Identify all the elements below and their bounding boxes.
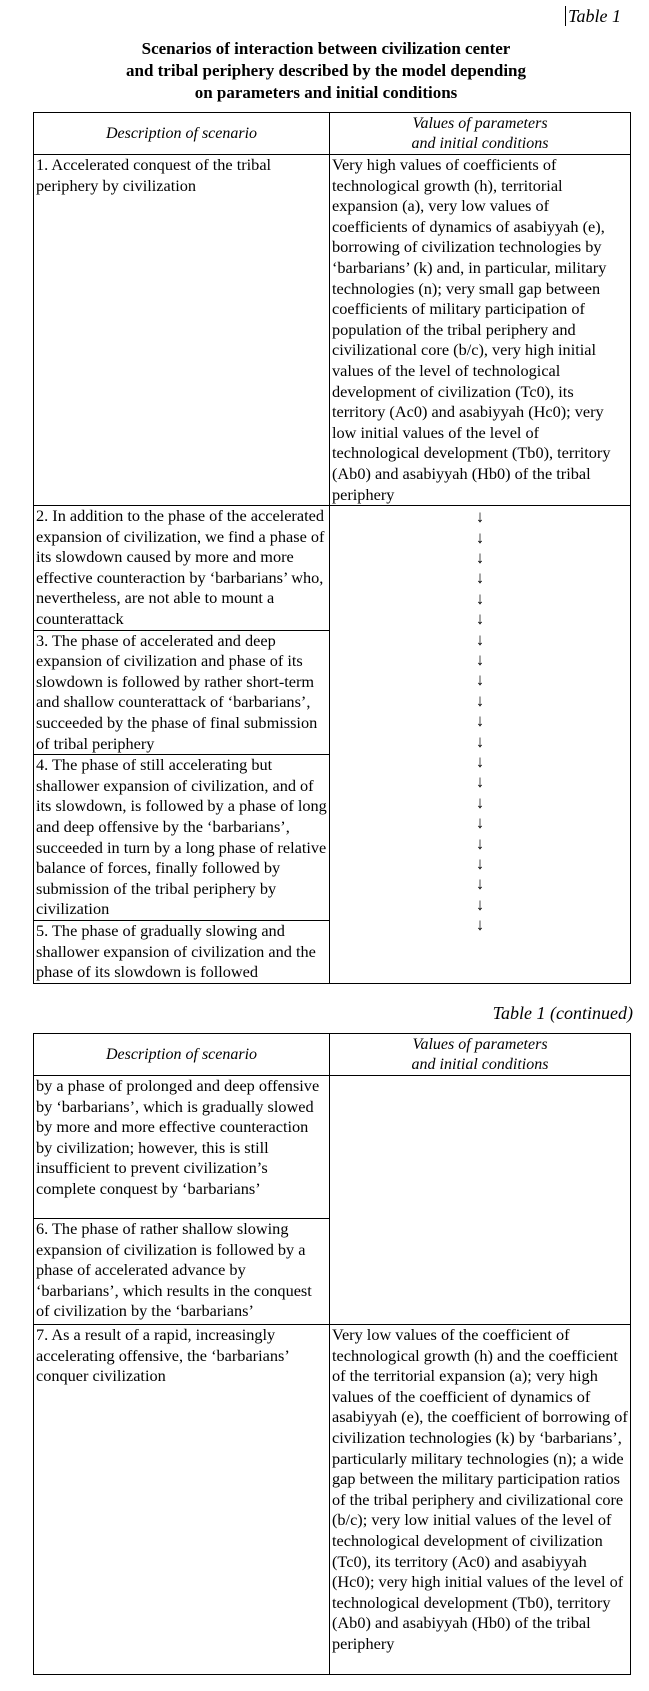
down-arrow-icon: ↓ xyxy=(475,772,485,792)
header-values-line: Values of parameters xyxy=(412,114,548,132)
scenario-description: 3. The phase of accelerated and deep expansion of civilization and phase of its slowdown is followed by rather short-term and shallow counterattack of ‘barbarians’, succeeded by the phase of final submission of tribal periphery xyxy=(34,630,330,755)
down-arrow-icon: ↓ xyxy=(475,609,485,629)
scenario-description: 6. The phase of rather shallow slowing expansion of civilization is followed by a phase of accelerated advance by ‘barbarians’, which results in the conquest of civilization by the ‘barbarians’ xyxy=(34,1219,330,1325)
down-arrow-icon: ↓ xyxy=(475,854,485,873)
table-row xyxy=(34,506,631,631)
title-line: on parameters and initial conditions xyxy=(194,83,458,102)
down-arrow-icon: ↓ xyxy=(475,915,485,935)
down-arrow-icon: ↓ xyxy=(475,547,485,567)
table-title xyxy=(32,38,620,104)
table-row xyxy=(34,1325,631,1675)
down-arrow-icon: ↓ xyxy=(475,874,485,894)
down-arrow-icon: ↓ xyxy=(475,527,485,547)
scenario-description: 2. In addition to the phase of the accelerated expansion of civilization, we find a phase of its slowdown caused by more and more effective counteraction by ‘barbarians’ who, nevertheless, are not able to mount a counterattack xyxy=(34,506,330,631)
header-values-line: and initial conditions xyxy=(411,1055,549,1073)
scenario-table-continued xyxy=(33,1033,631,1675)
down-arrow-icon: ↓ xyxy=(475,649,485,669)
down-arrow-icon: ↓ xyxy=(475,792,485,812)
down-arrow-icon: ↓ xyxy=(475,568,485,588)
down-arrow-icon: ↓ xyxy=(475,507,485,527)
scenario-values: Very low values of the coefficient of technological growth (h) and the coefficient of the territorial expansion (a); very high values of the coefficient of dynamics of asabiyyah (e), the coefficient of borrowing of civilization technologies (k) by ‘barbarians’, particularly military technologies (n); a wide gap between the military participation ratios of the tribal periphery and civilizational core (b/c); very low initial values of the level of technological development of civilization (Tc0), its territory (Ac0) and asabiyyah (Hc0); very high initial values of the level of technological development (Tb0), territory (Ab0) and asabiyyah (Hb0) of the tribal periphery xyxy=(330,1325,631,1675)
down-arrow-icon: ↓ xyxy=(475,588,485,608)
header-row xyxy=(34,1034,631,1076)
title-line: Scenarios of interaction between civilization center xyxy=(141,39,511,58)
scenario-description: 1. Accelerated conquest of the tribal periphery by civilization xyxy=(34,155,330,506)
scenario-description: 7. As a result of a rapid, increasingly accelerating offensive, the ‘barbarians’ conquer civilization xyxy=(34,1325,330,1675)
down-arrow-icon: ↓ xyxy=(475,629,485,649)
table-row xyxy=(34,1076,631,1219)
header-values xyxy=(330,113,631,155)
scenario-table xyxy=(33,112,631,984)
down-arrow-icon: ↓ xyxy=(475,731,485,751)
down-arrow-icon: ↓ xyxy=(475,711,485,731)
scenario-description: by a phase of prolonged and deep offensive by ‘barbarians’, which is gradually slowed by more and more effective counteraction by civilization; however, this is still insufficient to prevent civilization’s complete conquest by ‘barbarians’ xyxy=(34,1076,330,1219)
down-arrow-icon: ↓ xyxy=(475,813,485,833)
down-arrow-icon: ↓ xyxy=(475,690,485,710)
header-values-line: Values of parameters xyxy=(412,1035,548,1053)
scenario-values: Very high values of coefficients of technological growth (h), territorial expansion (a), very low values of coefficients of dynamics of asabiyyah (e), borrowing of civilization technologies by ‘barbarians’ (k) and, in particular, military technologies (n); very small gap between coefficients of military participation of population of the tribal periphery and civilizational core (b/c), very high initial values of the level of technological development of civilization (Tc0), its territory (Ac0) and asabiyyah (Hc0); very low initial values of the level of technological development (Tb0), territory (Ab0) and asabiyyah (Hb0) of the tribal periphery xyxy=(330,155,631,506)
down-arrow-icon: ↓ xyxy=(475,894,485,914)
arrow-column xyxy=(330,506,631,984)
table-label: Table 1 xyxy=(565,6,621,26)
header-description: Description of scenario xyxy=(34,1034,330,1076)
table-continued-label: Table 1 (continued) xyxy=(492,1003,633,1023)
down-arrow-icon: ↓ xyxy=(475,833,485,853)
title-line: and tribal periphery described by the model depending xyxy=(125,61,526,80)
header-description: Description of scenario xyxy=(34,113,330,155)
down-arrow-icon: ↓ xyxy=(475,751,485,771)
scenario-description: 4. The phase of still accelerating but shallower expansion of civilization, and of its slowdown, is followed by a phase of long and deep offensive by the ‘barbarians’, succeeded in turn by a long phase of relative balance of forces, finally followed by submission of the tribal periphery by civilization xyxy=(34,755,330,921)
scenario-values-empty xyxy=(330,1076,631,1325)
header-row xyxy=(34,113,631,155)
header-values xyxy=(330,1034,631,1076)
scenario-description: 5. The phase of gradually slowing and shallower expansion of civilization and the phase of its slowdown is followed xyxy=(34,920,330,983)
down-arrow-icon: ↓ xyxy=(475,670,485,690)
table-row xyxy=(34,155,631,506)
header-values-line: and initial conditions xyxy=(411,134,549,152)
